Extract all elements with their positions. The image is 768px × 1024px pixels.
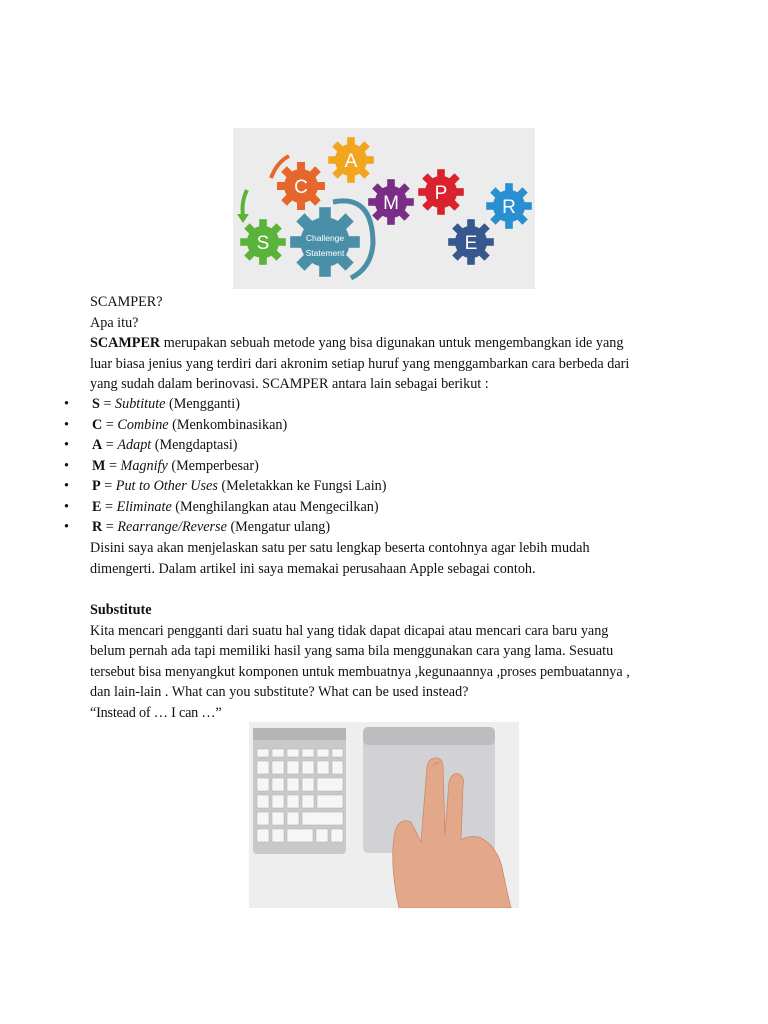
item-desc: (Menkombinasikan) [168,416,288,433]
gear-letter-c: C [294,177,308,198]
item-eq: = [102,416,118,433]
item-eq: = [99,396,115,412]
gear-letter-s: S [256,233,270,254]
substitute-quote: “Instead of … I can …” [90,704,222,721]
item-term: Rearrange/Reverse [117,519,227,535]
substitute-line-1: Kita mencari pengganti dari suatu hal yang tidak dapat dicapai atau mencari cara baru yang [90,622,609,639]
list-item [64,456,387,477]
item-term: Adapt [117,437,152,453]
bullet-icon: • [64,457,69,474]
explanation-line-2: dimengerti. Dalam artikel ini saya memakai perusahaan Apple sebagai contoh. [90,560,536,577]
definition-line-3: yang sudah dalam berinovasi. SCAMPER antara lain sebagai berikut : [90,376,489,392]
bullet-icon: • [64,498,69,515]
intro-question-2: Apa itu? [90,314,139,331]
item-term: Subtitute [115,396,166,412]
item-letter: M [92,457,106,474]
item-eq: = [102,437,118,453]
apple-keyboard-trackpad-image [249,722,519,908]
definition-text-1: merupakan sebuah metode yang bisa digunakan untuk mengembangkan ide yang [160,335,624,351]
item-eq: = [101,498,117,515]
item-desc: (Mengatur ulang) [226,519,331,535]
bullet-icon: • [64,519,69,535]
list-item [64,497,387,518]
center-label-1: Challenge [305,233,345,243]
item-desc: (Meletakkan ke Fungsi Lain) [217,478,387,494]
bullet-icon: • [64,396,69,412]
item-letter: S [92,396,100,412]
item-term: Eliminate [116,498,172,515]
center-label-2: Statement [305,248,345,258]
list-item [64,394,387,415]
scamper-list [64,394,387,538]
definition-term: SCAMPER [90,335,161,351]
definition-line-2: luar biasa jenius yang terdiri dari akronim setiap huruf yang menggambarkan cara berbeda dari [90,355,630,372]
substitute-line-3: tersebut bisa menyangkut komponen untuk membuatnya ,kegunaannya ,proses pembuatannya , [90,663,630,680]
cycle-arrow-left [243,190,248,216]
gear-letter-m: M [383,193,399,214]
item-desc: (Mengdaptasi) [151,437,238,453]
substitute-heading: Substitute [90,602,152,618]
substitute-line-4: dan lain-lain . What can you substitute? What can be used instead? [90,684,469,700]
item-desc: (Memperbesar) [167,457,259,474]
explanation-line-1: Disini saya akan menjelaskan satu per satu lengkap beserta contohnya agar lebih mudah [90,540,590,556]
scamper-diagram [233,128,535,289]
item-letter: R [92,519,103,535]
item-term: Magnify [120,457,168,474]
list-item [64,415,387,436]
item-letter: A [92,437,103,453]
substitute-section [90,600,680,723]
item-eq: = [102,519,118,535]
list-item [64,476,387,497]
list-item [64,517,387,538]
item-term: Put to Other Uses [115,478,218,494]
explanation-section [90,538,680,579]
item-letter: C [92,416,103,433]
item-desc: (Menghilangkan atau Mengecilkan) [171,498,379,515]
item-eq: = [100,478,116,494]
intro-question-1: SCAMPER? [90,294,163,310]
item-letter: E [92,498,102,515]
gear-letter-r: R [502,197,516,218]
item-eq: = [105,457,121,474]
substitute-heading-line [90,600,680,621]
list-item [64,435,387,456]
item-letter: P [92,478,101,494]
gear-letter-p: P [434,183,448,204]
bullet-icon: • [64,478,69,494]
gear-letter-a: A [344,151,358,172]
intro-section [90,292,680,395]
bullet-icon: • [64,437,69,453]
item-term: Combine [117,416,169,433]
definition-line-1 [90,333,680,354]
substitute-line-2: belum pernah ada tapi memiliki hasil yang sama bila menggunakan cara yang lama. Sesuatu [90,643,614,659]
item-desc: (Mengganti) [165,396,240,412]
gear-letter-e: E [464,233,478,254]
arrow-head-icon [237,214,249,223]
bullet-icon: • [64,416,69,433]
